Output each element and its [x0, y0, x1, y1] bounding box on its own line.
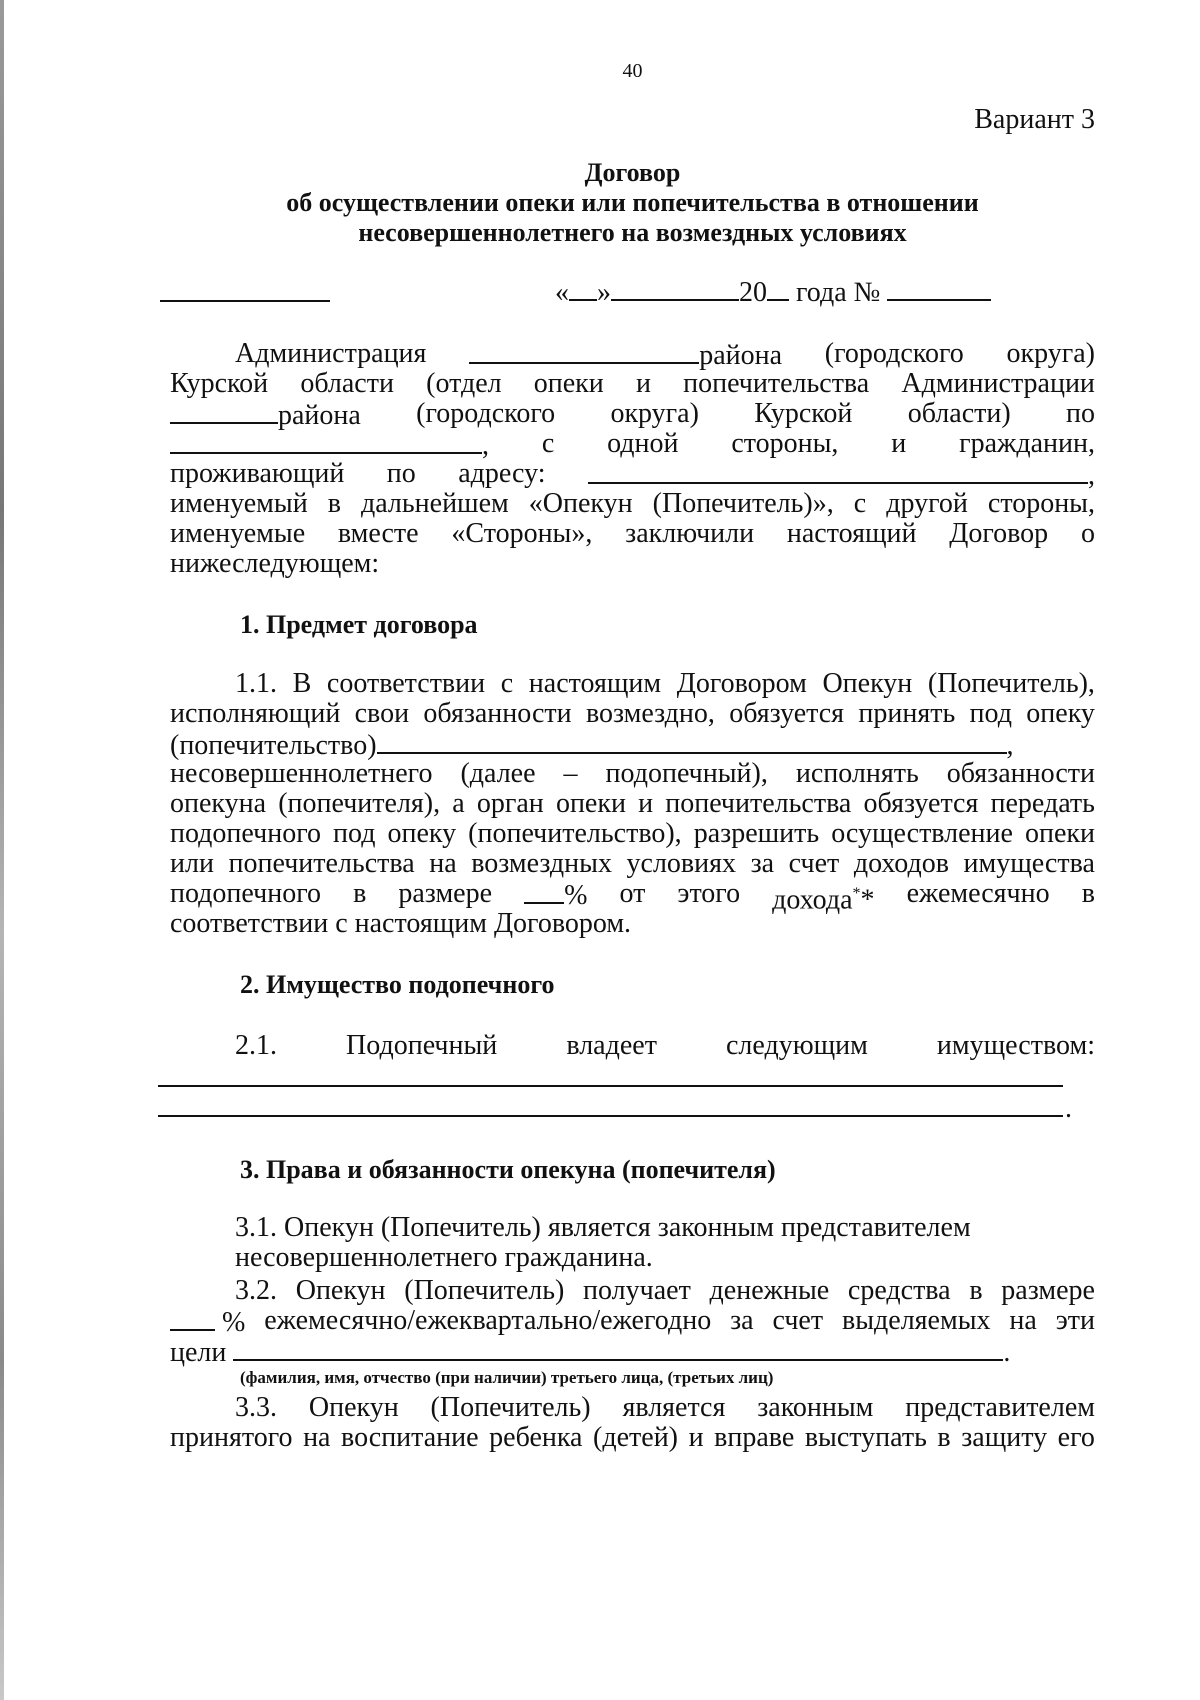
- ward-name-blank: [377, 728, 1007, 754]
- text-word: и: [638, 788, 654, 819]
- text-word: Договором: [676, 668, 807, 699]
- text-word: под: [969, 698, 1012, 729]
- s3-2-line-b: [170, 1305, 1095, 1339]
- number-blank: [887, 275, 991, 301]
- variant-label: Вариант 3: [974, 104, 1095, 135]
- text-word: счет: [788, 848, 840, 879]
- text-word: В: [292, 668, 312, 699]
- text-word: его: [1057, 1422, 1095, 1453]
- quote-open: «: [555, 277, 569, 308]
- text-word: округа): [1006, 338, 1095, 369]
- text-word: вправе: [714, 1422, 795, 1453]
- number-label: года №: [796, 277, 881, 308]
- month-blank: [611, 275, 739, 301]
- text-word: Подопечный: [346, 1030, 498, 1061]
- text-word: воспитание: [341, 1422, 479, 1453]
- property-blank-1: [158, 1085, 1063, 1087]
- text-word: и: [635, 368, 651, 399]
- text-word: несовершеннолетнего: [170, 758, 433, 789]
- text-word: адресу:: [458, 458, 546, 489]
- text-word: опеки: [533, 368, 604, 399]
- text-word: (Попечитель),: [927, 668, 1095, 699]
- district-blank-1: [469, 338, 699, 364]
- doc-subtitle-2: несовершеннолетнего на возмездных условиях: [358, 218, 907, 247]
- text-word: за: [730, 1305, 754, 1336]
- text-word: вместе: [337, 518, 419, 549]
- text-word: разрешить: [693, 818, 820, 849]
- text-word: ,: [1087, 460, 1095, 491]
- text-word: (Попечитель): [404, 1275, 565, 1306]
- text-word: района: [278, 400, 361, 431]
- s3-1-line-b: несовершеннолетнего гражданина.: [235, 1242, 653, 1273]
- text-word: ежемесячно/ежеквартально/ежегодно: [264, 1305, 712, 1336]
- doc-subtitle-1: об осуществлении опеки или попечительства в отношении: [286, 188, 979, 217]
- s1-line-6: [170, 818, 1095, 850]
- text-word: орган: [476, 788, 544, 819]
- text-word: в: [1081, 878, 1095, 909]
- text-word: (Попечитель): [430, 1392, 591, 1423]
- date-line: [555, 275, 1095, 309]
- text-word: выступать: [804, 1422, 927, 1453]
- text-word: возмездно,: [585, 698, 715, 729]
- percent-blank: [524, 878, 564, 904]
- text-word: размере: [398, 878, 493, 909]
- text-word: возмездных: [471, 848, 612, 879]
- text-word: гражданин,: [959, 428, 1095, 459]
- s1-line-2: [170, 698, 1095, 730]
- footnote-mark: *: [852, 885, 861, 902]
- text-word: (далее: [460, 758, 536, 789]
- text-word: дальнейшем: [361, 488, 509, 519]
- text-word: –: [563, 758, 578, 789]
- text-word: владеет: [566, 1030, 657, 1061]
- text-word: условиях: [626, 848, 737, 879]
- s1-line-1: [170, 668, 1095, 700]
- text-word: 3.3.: [235, 1392, 277, 1423]
- third-party-caption: (фамилия, имя, отчество (при наличии) третьего лица, (третьих лиц): [240, 1368, 774, 1387]
- text-word: стороны,: [731, 428, 839, 459]
- s1-line-7: [170, 848, 1095, 880]
- text-word: подопечного: [170, 878, 321, 909]
- text-word: размере: [1001, 1275, 1095, 1306]
- text-word: с: [853, 488, 867, 519]
- third-party-blank: [233, 1335, 1003, 1361]
- text-word: района: [699, 340, 783, 371]
- text-word: одной: [607, 428, 679, 459]
- text-word: %: [222, 1307, 246, 1338]
- text-word: осуществление: [831, 818, 1013, 849]
- text-word: *: [860, 884, 875, 916]
- text-word: счет: [772, 1305, 824, 1336]
- s3-3-line-b: [170, 1422, 1095, 1454]
- s1-line-3: [170, 728, 1095, 762]
- quote-close: »: [597, 277, 611, 308]
- text-word: обязанности: [423, 698, 572, 729]
- text-word: защиту: [961, 1422, 1048, 1453]
- preamble-line-4: [170, 428, 1095, 462]
- text-word: по: [1066, 398, 1095, 429]
- year-blank: [767, 275, 789, 301]
- text-word: обязанности: [946, 758, 1095, 789]
- text-word: и: [891, 428, 907, 459]
- text-word: округа): [610, 398, 699, 429]
- text-word: ребенка: [489, 1422, 583, 1453]
- address-blank: [588, 458, 1088, 484]
- text-word: имущества: [963, 848, 1095, 879]
- text-word: опеки: [555, 788, 626, 819]
- text-word: области: [300, 368, 394, 399]
- text-word: является: [622, 1392, 726, 1423]
- text-word: Администрации: [901, 368, 1095, 399]
- day-blank: [569, 275, 597, 301]
- text-word: Договор: [949, 518, 1049, 549]
- district-blank-2: [170, 398, 278, 424]
- scan-edge: [0, 0, 4, 1700]
- text-word: .: [1003, 1337, 1011, 1368]
- text-word: следующим: [725, 1030, 868, 1061]
- property-blank-2: [158, 1115, 1063, 1117]
- text-word: на: [1009, 1305, 1037, 1336]
- year-prefix: 20: [739, 277, 767, 308]
- text-word: именуемый: [170, 488, 308, 519]
- text-word: настоящий: [786, 518, 917, 549]
- authority-blank: [170, 428, 482, 454]
- text-word: (попечительство): [170, 730, 377, 761]
- text-word: исполняющий: [170, 698, 341, 729]
- text-word: ,: [1006, 730, 1014, 761]
- text-word: о: [1080, 518, 1095, 549]
- text-word: принятого: [170, 1422, 293, 1453]
- preamble-line-5: [170, 458, 1095, 492]
- text-word: именуемые: [170, 518, 306, 549]
- text-word: (попечителя),: [278, 788, 441, 819]
- text-word: «Опекун: [528, 488, 633, 519]
- text-word: от: [619, 878, 646, 909]
- text-word: Курской: [754, 398, 853, 429]
- text-word: свои: [354, 698, 410, 729]
- s3-3-line-a: [170, 1392, 1095, 1424]
- text-word: попечительства: [228, 848, 415, 879]
- text-word: (городского: [416, 398, 556, 429]
- preamble-line-1: [170, 338, 1095, 372]
- text-word: соответствии: [326, 668, 486, 699]
- section-2-heading: 2. Имущество подопечного: [240, 970, 555, 999]
- text-word: Опекун: [822, 668, 913, 699]
- text-word: (Попечитель)»,: [652, 488, 834, 519]
- page-number: 40: [622, 60, 643, 82]
- text-word: или: [170, 848, 214, 879]
- s3-1-line-a: 3.1. Опекун (Попечитель) является законным представителем: [235, 1212, 971, 1243]
- text-word: а: [452, 788, 465, 819]
- s1-line-5: [170, 788, 1095, 820]
- preamble-line-8: нижеследующем:: [170, 548, 380, 579]
- text-word: получает: [583, 1275, 691, 1306]
- text-word: и: [688, 1422, 704, 1453]
- text-word: цели: [170, 1337, 227, 1368]
- preamble-line-6: [170, 488, 1095, 520]
- text-word: опекуна: [170, 788, 267, 819]
- text-word: попечительства: [683, 368, 870, 399]
- text-word: стороны,: [987, 488, 1095, 519]
- text-word: на: [303, 1422, 331, 1453]
- text-word: этого: [677, 878, 741, 909]
- text-word: средства: [847, 1275, 951, 1306]
- text-word: имуществом:: [936, 1030, 1095, 1061]
- doc-title: Договор: [584, 158, 681, 187]
- text-word: под: [333, 818, 376, 849]
- s2-line-1: [170, 1030, 1095, 1062]
- text-word: Опекун: [295, 1275, 386, 1306]
- s1-line-9: соответствии с настоящим Договором.: [170, 908, 632, 939]
- s3-2-line-c: [170, 1335, 1095, 1369]
- preamble-line-7: [170, 518, 1095, 550]
- text-word: попечительства: [665, 788, 852, 819]
- text-word: в: [327, 488, 341, 519]
- text-word: по: [386, 458, 416, 489]
- text-word: представителем: [905, 1392, 1095, 1423]
- text-word: (попечительство),: [468, 818, 682, 849]
- text-word: с: [500, 668, 514, 699]
- text-word: опеку: [1026, 698, 1095, 729]
- s1-line-4: [170, 758, 1095, 790]
- text-word: Администрация: [235, 338, 427, 369]
- text-word: дохода: [772, 884, 853, 916]
- text-word: настоящим: [528, 668, 662, 699]
- text-word: опеку: [387, 818, 457, 849]
- amount-blank: [170, 1305, 215, 1331]
- place-blank: [160, 300, 330, 302]
- text-word: подопечного: [170, 818, 321, 849]
- s3-2-line-a: [170, 1275, 1095, 1307]
- text-word: законным: [757, 1392, 874, 1423]
- text-word: обязуется: [729, 698, 845, 729]
- text-word: выделяемых: [842, 1305, 991, 1336]
- text-word: эти: [1055, 1305, 1095, 1336]
- text-word: другой: [886, 488, 968, 519]
- s2-end-period: .: [1065, 1093, 1072, 1124]
- text-word: Опекун: [308, 1392, 399, 1423]
- text-word: заключили: [625, 518, 755, 549]
- text-word: принять: [858, 698, 956, 729]
- text-word: в: [969, 1275, 983, 1306]
- text-word: (отдел: [426, 368, 502, 399]
- text-word: 3.2.: [235, 1275, 277, 1306]
- text-word: обязуется: [863, 788, 979, 819]
- preamble-line-2: [170, 368, 1095, 400]
- text-word: за: [750, 848, 775, 879]
- text-word: опеки: [1025, 818, 1095, 849]
- section-1-heading: 1. Предмет договора: [240, 610, 478, 639]
- text-word: 1.1.: [235, 668, 277, 699]
- text-word: исполнять: [795, 758, 919, 789]
- text-word: ,: [482, 430, 489, 461]
- text-word: на: [429, 848, 457, 879]
- text-word: с: [541, 428, 555, 459]
- text-word: 2.1.: [235, 1030, 277, 1061]
- text-word: передать: [990, 788, 1095, 819]
- text-word: в: [353, 878, 367, 909]
- text-word: (детей): [593, 1422, 679, 1453]
- text-word: ежемесячно: [906, 878, 1050, 909]
- text-word: %: [564, 880, 588, 911]
- section-3-heading: 3. Права и обязанности опекуна (попечителя): [240, 1155, 776, 1184]
- text-word: (городского: [824, 338, 964, 369]
- text-word: подопечный),: [605, 758, 768, 789]
- document-page: [170, 0, 1095, 1700]
- text-word: области): [907, 398, 1011, 429]
- text-word: денежные: [709, 1275, 830, 1306]
- text-word: проживающий: [170, 458, 345, 489]
- text-word: в: [937, 1422, 951, 1453]
- text-word: Курской: [170, 368, 269, 399]
- text-word: «Стороны»,: [451, 518, 593, 549]
- preamble-line-3: [170, 398, 1095, 432]
- text-word: доходов: [853, 848, 949, 879]
